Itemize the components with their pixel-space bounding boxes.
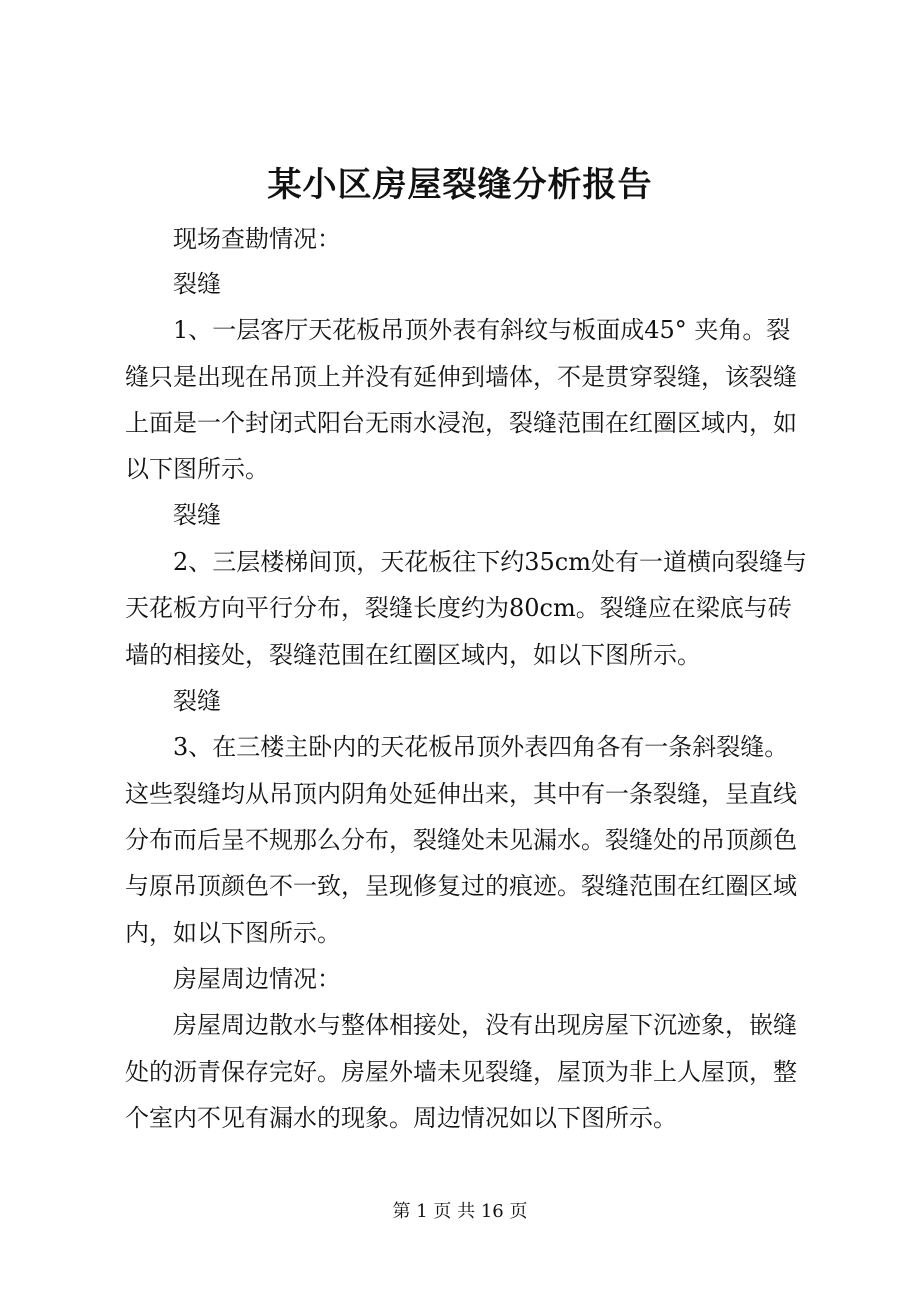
paragraph-line: 房屋周边散水与整体相接处，没有出现房屋下沉迹象，嵌缝 bbox=[173, 1011, 797, 1039]
paragraph-line: 缝只是出现在吊顶上并没有延伸到墙体，不是贯穿裂缝，该裂缝 bbox=[125, 363, 797, 391]
section-heading-site-survey: 现场查勘情况： bbox=[173, 225, 341, 253]
document-title: 某小区房屋裂缝分析报告 bbox=[267, 165, 653, 205]
paragraph-line: 2、三层楼梯间顶，天花板往下约35cm处有一道横向裂缝与 bbox=[173, 548, 808, 576]
page-number-footer: 第 1 页 共 16 页 bbox=[392, 1201, 528, 1222]
paragraph-line: 这些裂缝均从吊顶内阴角处延伸出来，其中有一条裂缝，呈直线 bbox=[125, 780, 797, 808]
paragraph-line: 天花板方向平行分布，裂缝长度约为80cm。裂缝应在梁底与砖 bbox=[125, 594, 792, 622]
paragraph-line: 分布而后呈不规那么分布，裂缝处未见漏水。裂缝处的吊顶颜色 bbox=[125, 826, 797, 854]
paragraph-line: 1、一层客厅天花板吊顶外表有斜纹与板面成45° 夹角。裂 bbox=[173, 316, 791, 344]
label-crack-1: 裂缝 bbox=[173, 270, 221, 298]
paragraph-line: 以下图所示。 bbox=[125, 455, 269, 483]
paragraph-line: 墙的相接处，裂缝范围在红圈区域内，如以下图所示。 bbox=[125, 641, 701, 669]
paragraph-line: 内，如以下图所示。 bbox=[125, 919, 341, 947]
paragraph-line: 上面是一个封闭式阳台无雨水浸泡，裂缝范围在红圈区域内，如 bbox=[125, 409, 797, 437]
paragraph-line: 处的沥青保存完好。房屋外墙未见裂缝，屋顶为非上人屋顶，整 bbox=[125, 1058, 797, 1086]
section-heading-surroundings: 房屋周边情况： bbox=[173, 965, 341, 993]
paragraph-line: 与原吊顶颜色不一致，呈现修复过的痕迹。裂缝范围在红圈区域 bbox=[125, 872, 797, 900]
label-crack-2: 裂缝 bbox=[173, 501, 221, 529]
paragraph-line: 3、在三楼主卧内的天花板吊顶外表四角各有一条斜裂缝。 bbox=[173, 733, 789, 761]
label-crack-3: 裂缝 bbox=[173, 687, 221, 715]
paragraph-line: 个室内不见有漏水的现象。周边情况如以下图所示。 bbox=[125, 1104, 677, 1132]
